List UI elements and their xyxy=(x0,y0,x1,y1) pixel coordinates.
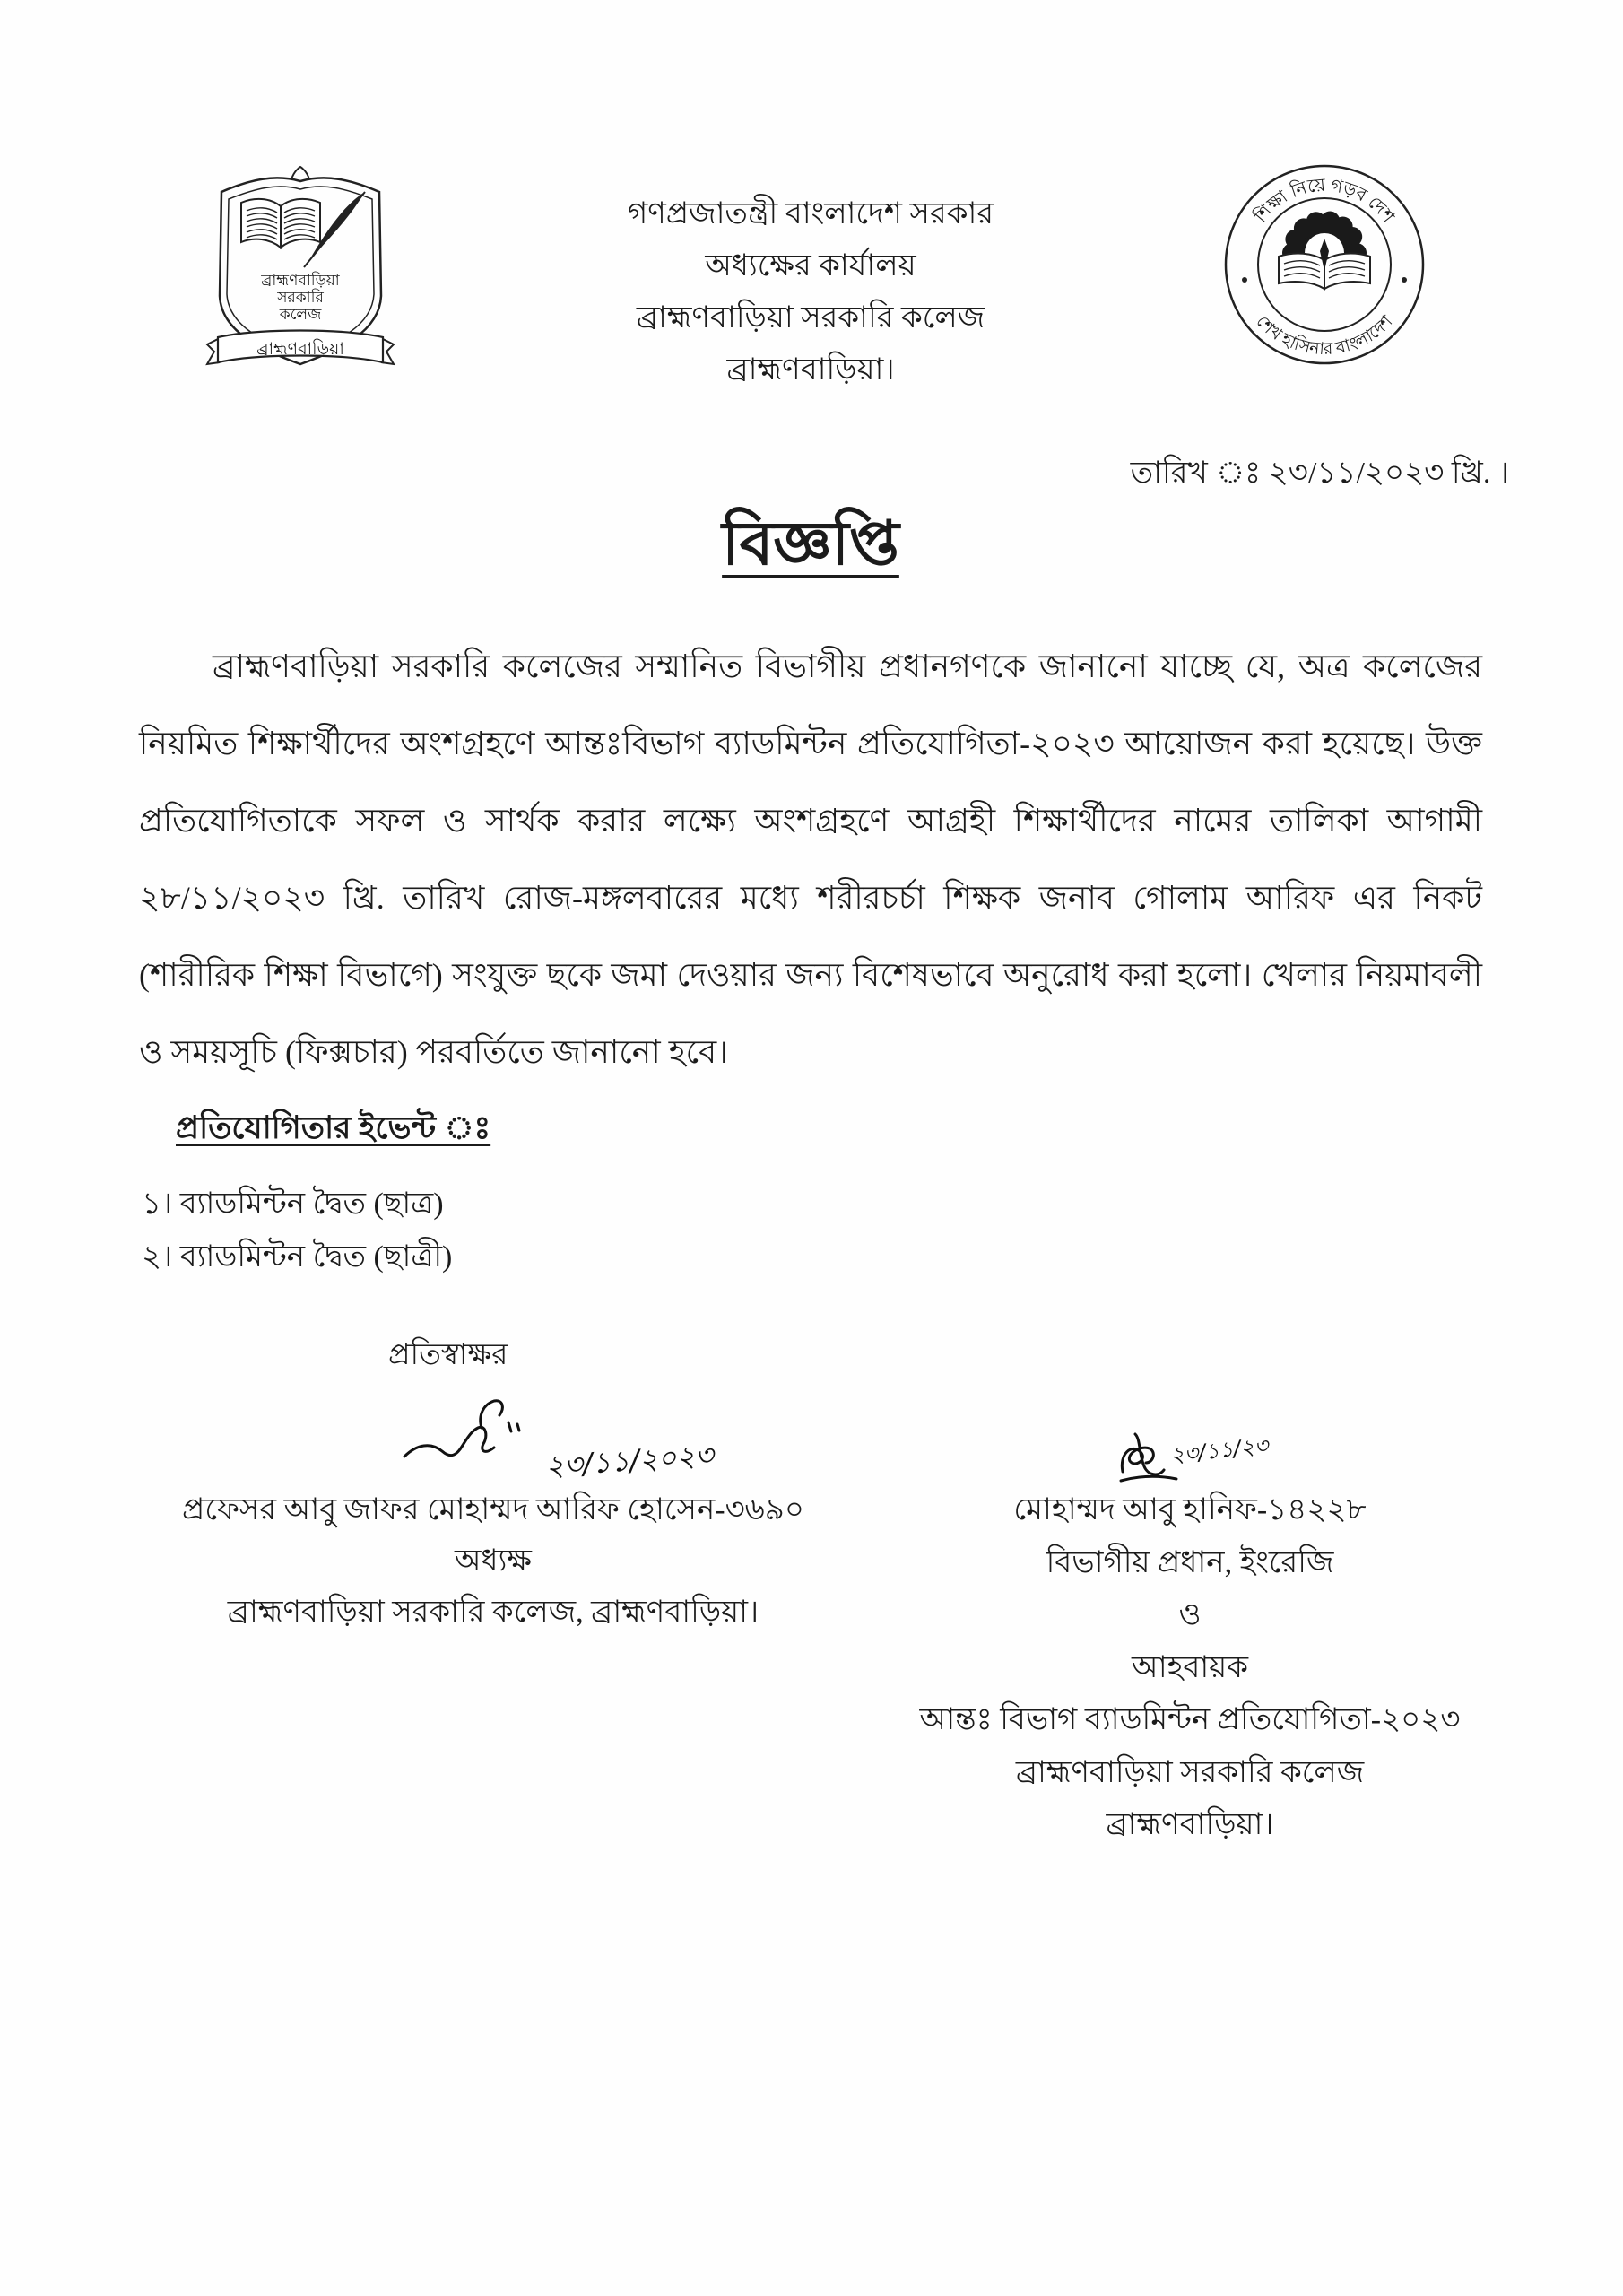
countersign-label: প্রতিস্বাক্ষর xyxy=(388,1339,508,1371)
college-location: ব্রাহ্মণবাড়িয়া। xyxy=(726,353,895,387)
convener-signature-date: ২৩/১১/২৩ xyxy=(1168,1432,1270,1468)
principal-signature-date: ২৩/১১/২০২৩ xyxy=(543,1437,716,1483)
crest-text-line: কলেজ xyxy=(279,306,322,323)
office-name: অধ্যক্ষের কার্যালয় xyxy=(705,249,916,283)
seal-bottom-text: শেখ হাসিনার বাংলাদেশ xyxy=(1252,312,1397,360)
principal-signature-block xyxy=(139,1484,847,1638)
crest-text-line: সরকারি xyxy=(277,289,324,306)
convener-institution: ব্রাহ্মণবাড়িয়া সরকারি কলেজ xyxy=(1015,1755,1365,1789)
convener-event: আন্তঃ বিভাগ ব্যাডমিন্টন প্রতিযোগিতা-২০২৩ xyxy=(919,1703,1461,1736)
events-list xyxy=(142,1178,1482,1283)
convener-role: আহবায়ক xyxy=(1131,1650,1249,1684)
seal-top-text: শিক্ষা নিয়ে গড়ব দেশ xyxy=(1251,175,1398,227)
notice-date: তারিখ ঃ ২৩/১১/২০২৩ খ্রি. । xyxy=(1130,457,1509,490)
notice-title: বিজ্ঞপ্তি xyxy=(722,509,899,578)
crest-ribbon-text: ব্রাহ্মণবাড়িয়া xyxy=(256,340,344,359)
convener-name: মোহাম্মদ আবু হানিফ-১৪২২৮ xyxy=(1013,1493,1367,1526)
letterhead xyxy=(139,0,1482,395)
principal-designation: অধ্যক্ষ xyxy=(455,1544,532,1578)
government-name: গণপ্রজাতন্ত্রী বাংলাদেশ সরকার xyxy=(627,197,994,230)
convener-signature xyxy=(1114,1427,1284,1490)
convener-designation: বিভাগীয় প্রধান, ইংরেজি xyxy=(1046,1545,1334,1579)
principal-signature xyxy=(395,1392,781,1491)
college-name: ব্রাহ্মণবাড়িয়া সরকারি কলেজ xyxy=(636,301,985,335)
crest-text-line: ব্রাহ্মণবাড়িয়া xyxy=(261,272,340,289)
principal-name: প্রফেসর আবু জাফর মোহাম্মদ আরিফ হোসেন-৩৬৯০ xyxy=(182,1493,804,1526)
signature-section xyxy=(139,1378,1482,1853)
notice-body: ব্রাহ্মণবাড়িয়া সরকারি কলেজের সম্মানিত বিভাগীয় প্রধানগণকে জানানো যাচ্ছে যে, অত্র কলেজের নিয়মিত শিক্ষার্থীদের অংশগ্রহণে আন্তঃবিভাগ ব্যাডমিন্টন প্রতিযোগিতা-২০২৩ আয়োজন করা হয়েছে। উক্ত প্রতিযোগিতাকে সফল ও সার্থক করার লক্ষ্যে অংশগ্রহণে আগ্রহী শিক্ষার্থীদের নামের তালিকা আগামী ২৮/১১/২০২৩ খ্রি. তারিখ রোজ-মঙ্গলবারের মধ্যে শরীরচর্চা শিক্ষক জনাব গোলাম আরিফ এর নিকট (শারীরিক শিক্ষা বিভাগে) সংযুক্ত ছকে জমা দেওয়ার জন্য বিশেষভাবে অনুরোধ করা হলো। খেলার নিয়মাবলী ও সময়সূচি (ফিক্সচার) পরবর্তিতে জানানো হবে। xyxy=(139,648,1482,1070)
principal-institution: ব্রাহ্মণবাড়িয়া সরকারি কলেজ, ব্রাহ্মণবাড়িয়া। xyxy=(227,1596,759,1629)
list-item: ১। ব্যাডমিন্টন দ্বৈত (ছাত্র) xyxy=(142,1187,444,1221)
education-seal-logo xyxy=(1223,163,1426,366)
list-item: ২। ব্যাডমিন্টন দ্বৈত (ছাত্রী) xyxy=(142,1240,453,1274)
convener-signature-block xyxy=(858,1484,1522,1852)
conjunction: ও xyxy=(1178,1598,1202,1631)
convener-location: ব্রাহ্মণবাড়িয়া। xyxy=(1106,1808,1274,1841)
events-heading: প্রতিযোগিতার ইভেন্ট ঃ xyxy=(176,1110,491,1145)
